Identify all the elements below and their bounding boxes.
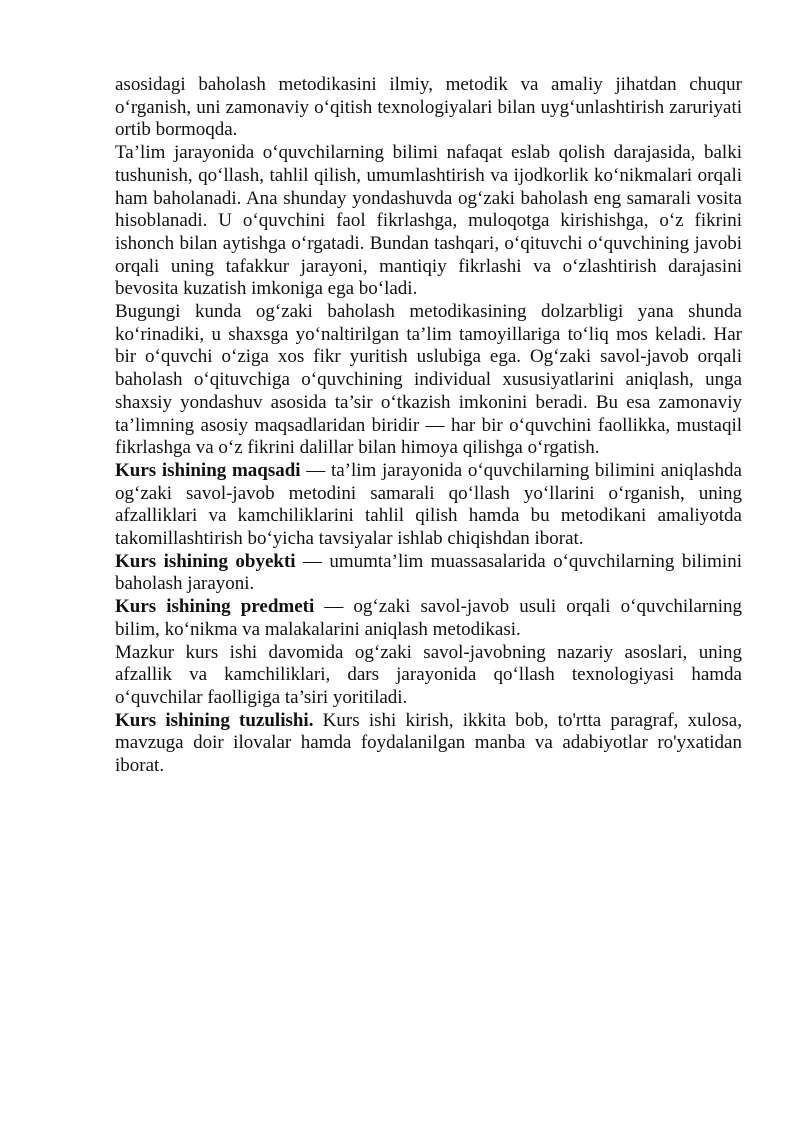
paragraph-intro-continuation	[115, 74, 742, 142]
paragraph-text: — ta’lim jarayonida o‘quvchilarning bilimini aniqlashda og‘zaki savol-javob metodini samarali qo‘llash yo‘llarini o‘rganish, uning afzalliklari va kamchiliklarini tahlil qilish hamda bu metodikani amaliyotda takomillashtirish bo‘yicha tavsiyalar ishlab chiqishdan iborat.	[115, 459, 742, 550]
document-page	[115, 74, 742, 778]
paragraph-subject	[115, 596, 742, 641]
paragraph-goal	[115, 460, 742, 551]
paragraph-text: — og‘zaki savol-javob usuli orqali o‘quvchilarning bilim, ko‘nikma va malakalarini aniqlash metodikasi.	[115, 596, 742, 640]
paragraph-text: asosidagi baholash metodikasini ilmiy, metodik va amaliy jihatdan chuqur o‘rganish, uni zamonaviy o‘qitish texnologiyalari bilan uyg‘unlashtirish zaruriyati ortib bormoqda.	[115, 74, 742, 141]
paragraph-heading: Kurs ishining tuzulishi.	[115, 709, 314, 731]
paragraph-oral-assessment	[115, 142, 742, 301]
paragraph-heading: Kurs ishining predmeti	[115, 596, 315, 618]
paragraph-scope	[115, 642, 742, 710]
paragraph-text: Ta’lim jarayonida o‘quvchilarning bilimi nafaqat eslab qolish darajasida, balki tushunish, qo‘llash, tahlil qilish, umumlashtirish va ijodkorlik ko‘nikmalari orqali ham baholanadi. Ana shunday yondashuvda og‘zaki baholash eng samarali vosita hisoblanadi. U o‘quvchini faol fikrlashga, muloqotga kirishishga, o‘z fikrini ishonch bilan aytishga o‘rgatadi. Bundan tashqari, o‘qituvchi o‘quvchining javobi orqali uning tafakkur jarayoni, mantiqiy fikrlashi va o‘zlashtirish darajasini bevosita kuzatish imkoniga ega bo‘ladi.	[115, 142, 742, 300]
paragraph-object	[115, 551, 742, 596]
paragraph-structure	[115, 710, 742, 778]
paragraph-text: — umumta’lim muassasalarida o‘quvchilarning bilimini baholash jarayoni.	[115, 550, 742, 595]
paragraph-heading: Kurs ishining maqsadi	[115, 459, 301, 481]
paragraph-text: Kurs ishi kirish, ikkita bob, to'rtta paragraf, xulosa, mavzuga doir ilovalar hamda foydalanilgan manba va adabiyotlar ro'yxatidan iborat.	[115, 709, 742, 777]
paragraph-heading: Kurs ishining obyekti	[115, 550, 296, 572]
paragraph-relevance	[115, 301, 742, 460]
paragraph-text: Bugungi kunda og‘zaki baholash metodikasining dolzarbligi yana shunda ko‘rinadiki, u shaxsga yo‘naltirilgan ta’lim tamoyillariga to‘liq mos keladi. Har bir o‘quvchi o‘ziga xos fikr yuritish uslubiga ega. Og‘zaki savol-javob orqali baholash o‘qituvchiga o‘quvchining individual xususiyatlarini aniqlash, unga shaxsiy yondashuv asosida ta’sir o‘tkazish imkonini beradi. Bu esa zamonaviy ta’limning asosiy maqsadlaridan biridir — har bir o‘quvchini faollikka, mustaqil fikrlashga va o‘z fikrini dalillar bilan himoya qilishga o‘rgatish.	[115, 301, 742, 459]
paragraph-text: Mazkur kurs ishi davomida og‘zaki savol-javobning nazariy asoslari, uning afzallik va kamchiliklari, dars jarayonida qo‘llash texnologiyasi hamda o‘quvchilar faolligiga ta’siri yoritiladi.	[115, 641, 742, 708]
